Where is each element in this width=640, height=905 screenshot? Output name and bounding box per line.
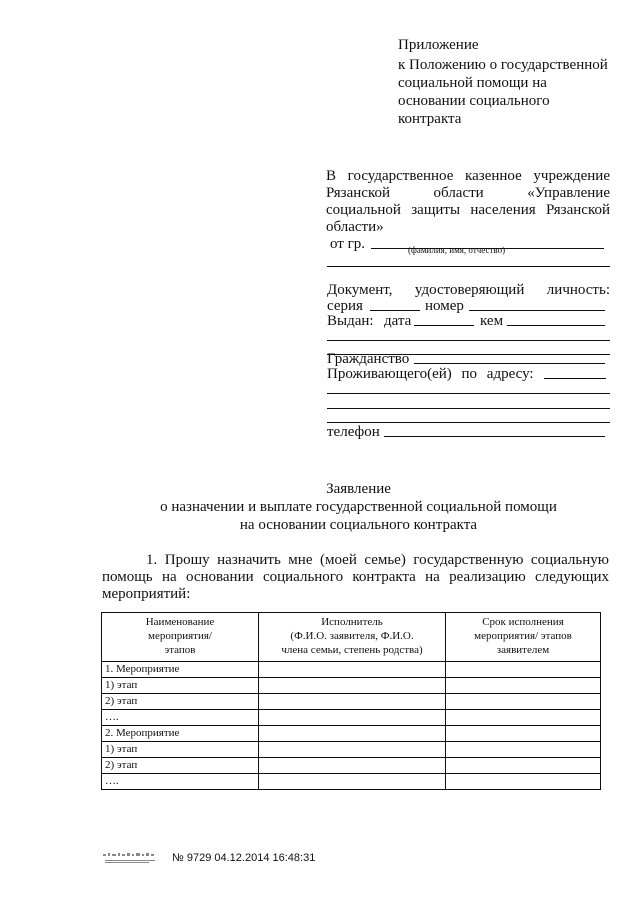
deadline-cell[interactable] — [446, 726, 601, 742]
addressee-line: области» — [326, 219, 384, 235]
table-row — [102, 726, 601, 742]
fio-hint: (фамилия, имя, отчество) — [408, 245, 506, 255]
table-row — [102, 678, 601, 694]
statement-subtitle: на основании социального контракта — [239, 517, 478, 533]
by-label: кем — [480, 313, 504, 329]
addressee-line: социальной защиты населения Рязанской — [326, 202, 610, 218]
statement-paragraph — [102, 552, 609, 603]
address-field-3[interactable] — [327, 408, 610, 409]
fio-field-2[interactable] — [327, 266, 610, 267]
row-label: …. — [102, 774, 259, 790]
appendix-line: социальной помощи на — [398, 75, 547, 91]
row-label: 1) этап — [102, 742, 259, 758]
deadline-cell[interactable] — [446, 774, 601, 790]
doc-label: Документ, удостоверяющий личность: — [327, 282, 610, 298]
date-label: дата — [384, 313, 412, 329]
residence-label: Проживающего(ей) по адресу: — [327, 366, 534, 382]
activities-table — [101, 612, 601, 790]
deadline-cell[interactable] — [446, 678, 601, 694]
deadline-cell[interactable] — [446, 742, 601, 758]
number-label: номер — [425, 298, 464, 314]
appendix-line: контракта — [398, 111, 462, 127]
citizenship-field[interactable] — [414, 363, 605, 364]
executor-cell[interactable] — [259, 726, 446, 742]
table-header-row — [102, 613, 601, 662]
appendix-line: основании социального — [398, 93, 550, 109]
header-executor: Исполнитель (Ф.И.О. заявителя, Ф.И.О. члена семьи, степень родства) — [259, 613, 446, 662]
executor-cell[interactable] — [259, 662, 446, 678]
date-field[interactable] — [414, 325, 474, 326]
number-field[interactable] — [469, 310, 605, 311]
table-row — [102, 742, 601, 758]
row-label: 2) этап — [102, 758, 259, 774]
row-label: …. — [102, 710, 259, 726]
statement-title: Заявление — [326, 481, 391, 497]
citizenship-label: Гражданство — [327, 351, 410, 367]
table-row — [102, 710, 601, 726]
appendix-title: Приложение — [398, 37, 479, 53]
table-row — [102, 662, 601, 678]
phone-label: телефон — [327, 424, 380, 440]
paragraph-line: мероприятий: — [102, 586, 191, 602]
issued-label: Выдан: — [327, 313, 374, 329]
issued-by-field-2[interactable] — [327, 340, 610, 341]
registration-stamp: № 9729 04.12.2014 16:48:31 — [172, 852, 316, 864]
executor-cell[interactable] — [259, 758, 446, 774]
deadline-cell[interactable] — [446, 710, 601, 726]
header-activity: Наименование мероприятия/ этапов — [102, 613, 259, 662]
table-row — [102, 758, 601, 774]
row-label: 1. Мероприятие — [102, 662, 259, 678]
row-label: 2. Мероприятие — [102, 726, 259, 742]
barcode-stamp-icon — [103, 851, 159, 865]
appendix-block — [398, 36, 618, 128]
addressee-line: В государственное казенное учреждение — [326, 168, 610, 184]
deadline-cell[interactable] — [446, 662, 601, 678]
executor-cell[interactable] — [259, 742, 446, 758]
deadline-cell[interactable] — [446, 694, 601, 710]
table-row — [102, 774, 601, 790]
series-label: серия — [327, 298, 363, 314]
phone-field[interactable] — [384, 436, 605, 437]
address-field[interactable] — [544, 378, 606, 379]
address-field-4[interactable] — [327, 422, 610, 423]
series-field[interactable] — [370, 310, 420, 311]
header-deadline: Срок исполнения мероприятия/ этапов заявителем — [446, 613, 601, 662]
table-row — [102, 694, 601, 710]
executor-cell[interactable] — [259, 694, 446, 710]
executor-cell[interactable] — [259, 678, 446, 694]
address-field-2[interactable] — [327, 393, 610, 394]
row-label: 1) этап — [102, 678, 259, 694]
executor-cell[interactable] — [259, 774, 446, 790]
executor-cell[interactable] — [259, 710, 446, 726]
addressee-block — [326, 168, 610, 236]
issued-by-field[interactable] — [507, 325, 605, 326]
deadline-cell[interactable] — [446, 758, 601, 774]
paragraph-line: помощь на основании социального контракта на реализацию следующих — [102, 569, 609, 585]
from-label: от гр. — [330, 236, 366, 252]
row-label: 2) этап — [102, 694, 259, 710]
statement-subtitle: о назначении и выплате государственной социальной помощи — [160, 499, 557, 515]
paragraph-line: 1. Прошу назначить мне (моей семье) государственную социальную — [146, 552, 609, 568]
addressee-line: Рязанской области «Управление — [326, 185, 610, 201]
appendix-line: к Положению о государственной — [398, 57, 608, 73]
